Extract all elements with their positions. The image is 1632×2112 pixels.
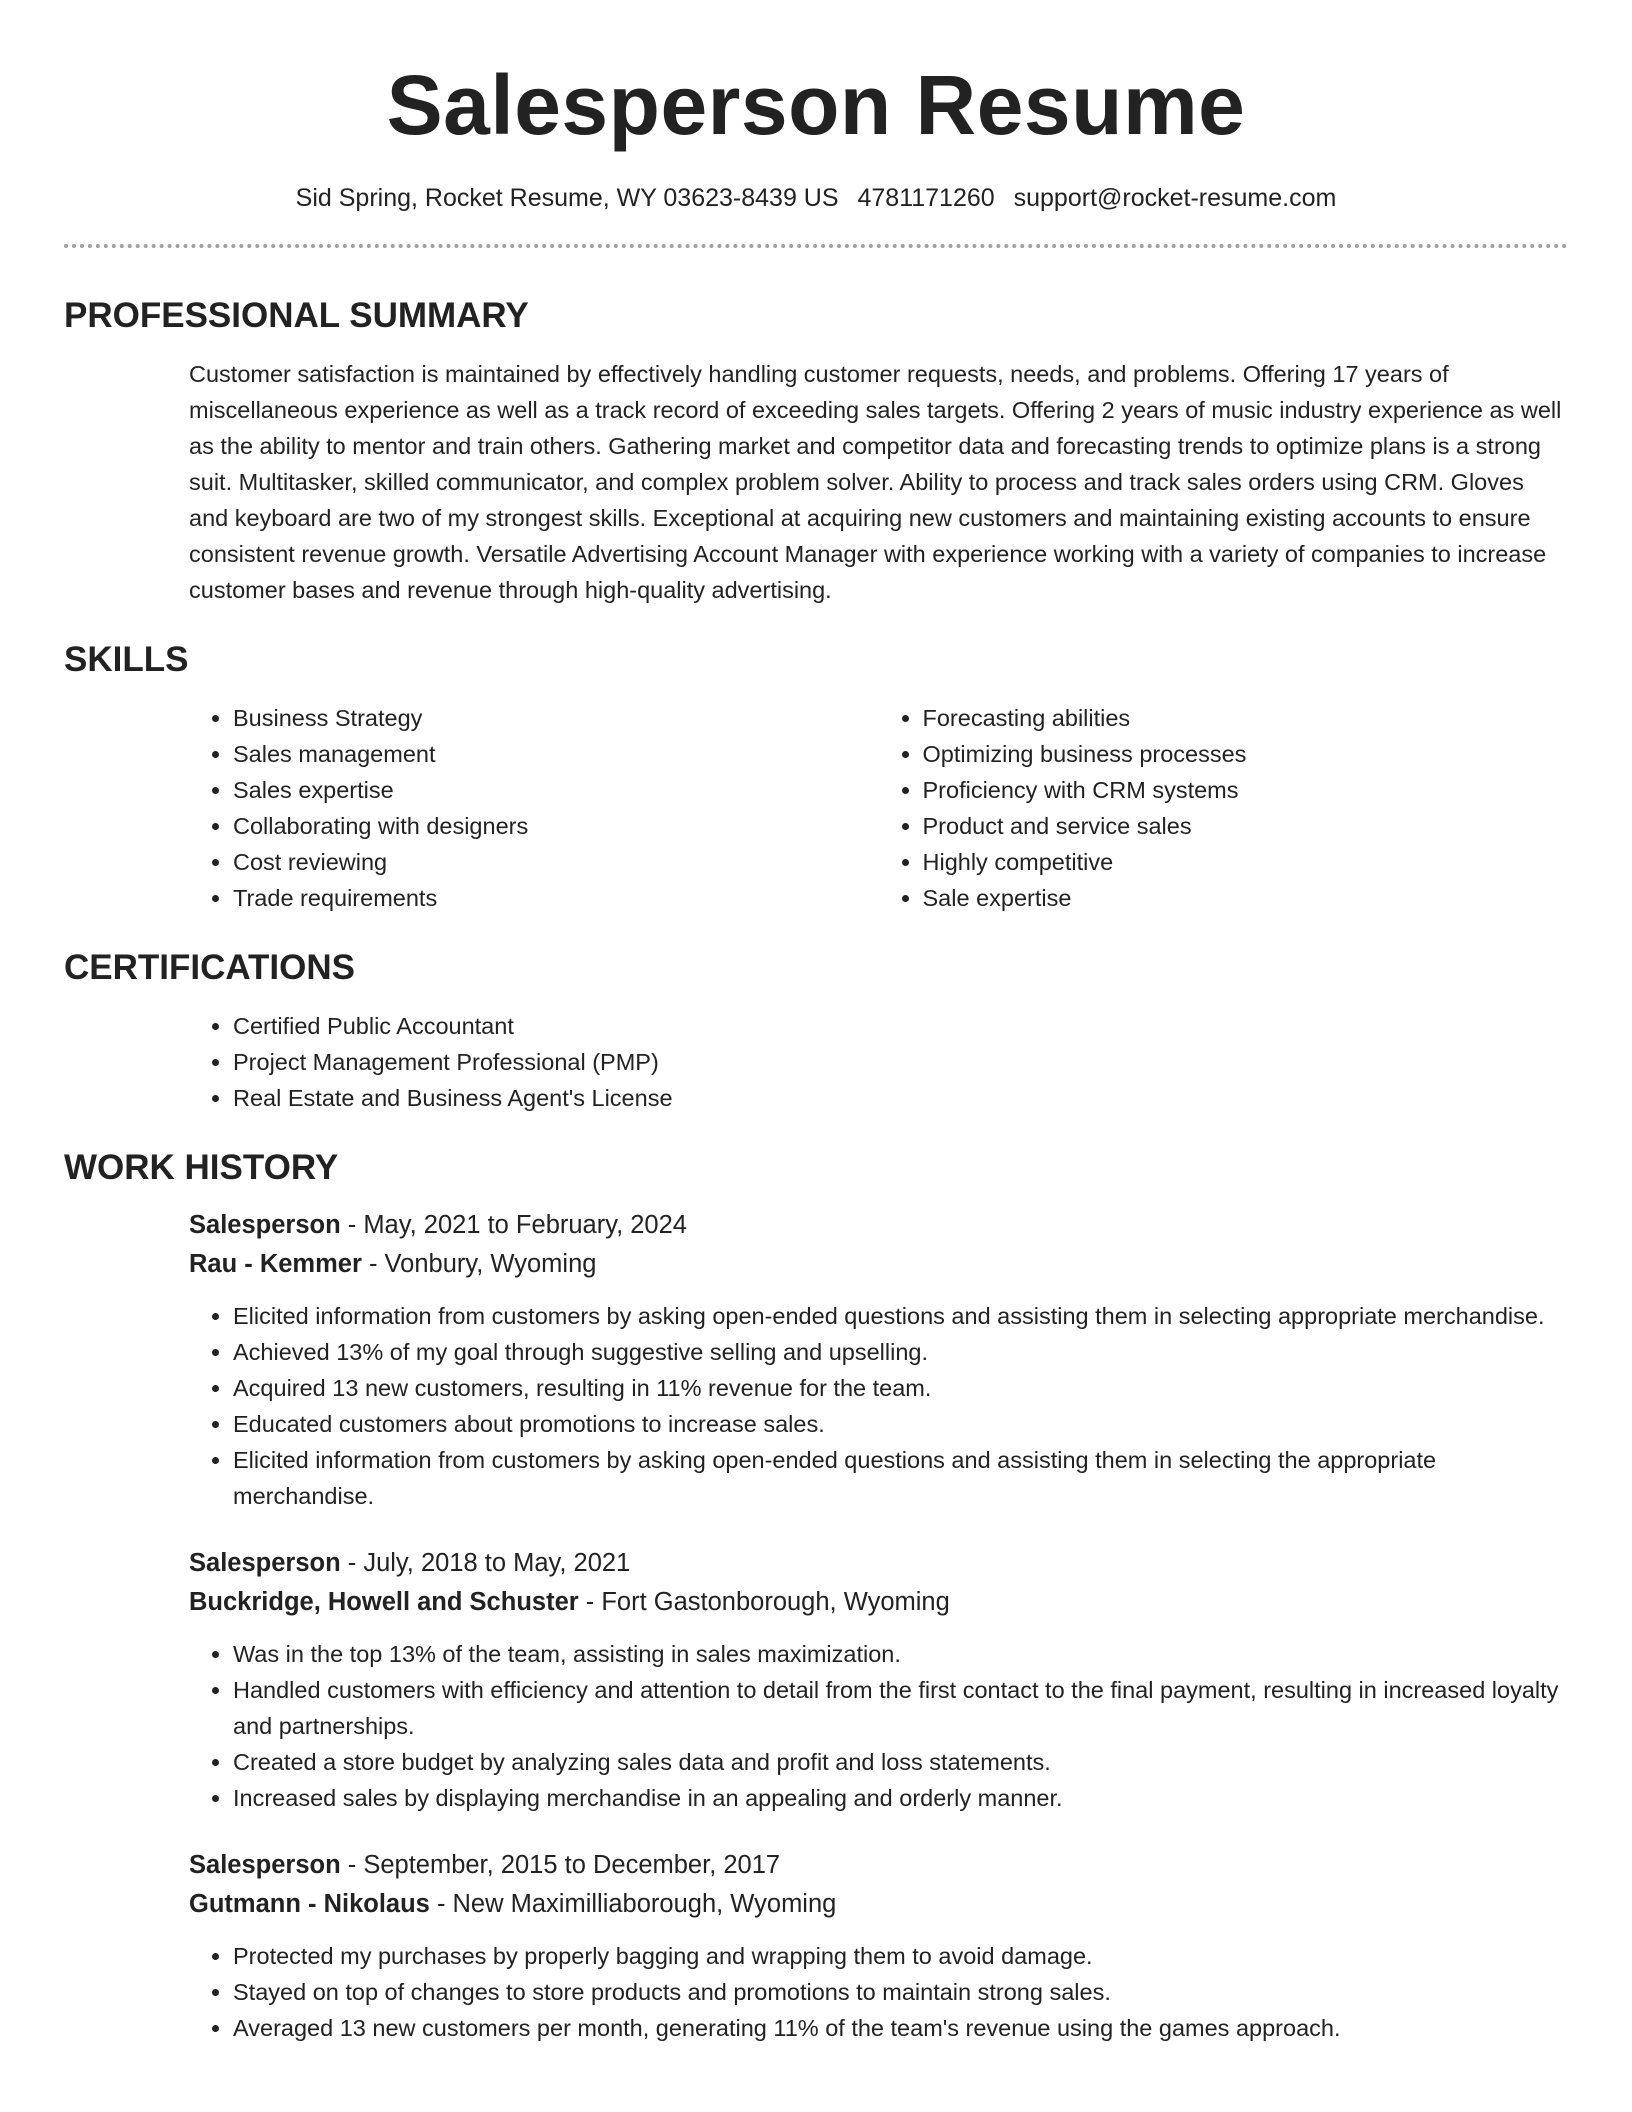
skill-item: • Trade requirements [233,880,879,916]
job-company: Buckridge, Howell and Schuster [189,1588,579,1616]
resume-page [64,0,1568,2046]
job-bullet: • Stayed on top of changes to store products and promotions to maintain strong sales. [233,1974,1568,2010]
contact-email: support@rocket-resume.com [1013,184,1337,212]
skill-item: • Highly competitive [923,844,1569,880]
skills-heading: SKILLS [64,640,189,679]
skill-item: • Forecasting abilities [923,700,1569,736]
job-company-line [189,1583,1568,1622]
contact-address: Sid Spring, Rocket Resume, WY 03623-8439 US [295,184,839,212]
job-dates: - July, 2018 to May, 2021 [340,1549,631,1577]
job-entry [189,1846,1568,2046]
job-bullet: • Averaged 13 new customers per month, generating 11% of the team's revenue using the games approach. [233,2010,1568,2046]
job-bullet: • Elicited information from customers by asking open-ended questions and assisting them in selecting the appropriate merchandise. [233,1442,1568,1514]
work-history-heading: WORK HISTORY [64,1148,339,1187]
job-bullet: • Increased sales by displaying merchandise in an appealing and orderly manner. [233,1780,1568,1816]
job-location: - Vonbury, Wyoming [361,1250,597,1278]
job-bullets [189,1938,1568,2046]
job-bullet: • Elicited information from customers by asking open-ended questions and assisting them in selecting appropriate merchandise. [233,1298,1568,1334]
job-bullet: • Protected my purchases by properly bagging and wrapping them to avoid damage. [233,1938,1568,1974]
job-bullet: • Handled customers with efficiency and attention to detail from the first contact to the final payment, resulting in increased loyalty and partnerships. [233,1672,1568,1744]
summary-heading: PROFESSIONAL SUMMARY [64,296,529,335]
skill-item: • Sales management [233,736,879,772]
job-title: Salesperson [189,1851,341,1879]
job-dates: - September, 2015 to December, 2017 [340,1851,781,1879]
skill-item: • Sale expertise [923,880,1569,916]
job-entry [189,1544,1568,1816]
job-bullets [189,1298,1568,1514]
skills-column-left [189,700,879,916]
certifications-heading: CERTIFICATIONS [64,948,356,987]
certifications-section [189,1008,1568,1116]
header-divider [64,244,1568,248]
skill-item: • Sales expertise [233,772,879,808]
job-title: Salesperson [189,1549,341,1577]
job-title: Salesperson [189,1211,341,1239]
job-title-line [189,1206,1568,1245]
skills-list [189,700,1568,916]
job-location: - Fort Gastonborough, Wyoming [578,1588,950,1616]
skill-item: • Cost reviewing [233,844,879,880]
skill-item: • Business Strategy [233,700,879,736]
job-bullet: • Educated customers about promotions to increase sales. [233,1406,1568,1442]
job-title-line [189,1544,1568,1583]
skills-column-right [879,700,1569,916]
job-bullets [189,1636,1568,1816]
job-bullet: • Acquired 13 new customers, resulting in 11% revenue for the team. [233,1370,1568,1406]
job-entry [189,1206,1568,1514]
job-company-line [189,1885,1568,1924]
summary-text: Customer satisfaction is maintained by effectively handling customer requests, needs, and problems. Offering 17 years of miscellaneous experience as well as a track record of exceeding sales targets. Offering 2 years of music industry experience as well as the ability to mentor and train others. Gathering market and competitor data and forecasting trends to optimize plans is a strong suit. Multitasker, skilled communicator, and complex problem solver. Ability to process and track sales orders using CRM. Gloves and keyboard are two of my strongest skills. Exceptional at acquiring new customers and maintaining existing accounts to ensure consistent revenue growth. Versatile Advertising Account Manager with experience working with a variety of companies to increase customer bases and revenue through high-quality advertising. [189,361,1562,603]
summary-section [189,356,1568,608]
contact-line [64,181,1568,215]
certification-item: • Real Estate and Business Agent's License [233,1080,1568,1116]
job-company-line [189,1245,1568,1284]
job-bullet: • Was in the top 13% of the team, assisting in sales maximization. [233,1636,1568,1672]
job-bullet: • Achieved 13% of my goal through suggestive selling and upselling. [233,1334,1568,1370]
skill-item: • Collaborating with designers [233,808,879,844]
job-dates: - May, 2021 to February, 2024 [340,1211,687,1239]
page-title: Salesperson Resume [386,58,1246,152]
skill-item: • Optimizing business processes [923,736,1569,772]
job-company: Gutmann - Nikolaus [189,1890,430,1918]
certifications-list [189,1008,1568,1116]
job-location: - New Maximilliaborough, Wyoming [429,1890,837,1918]
certification-item: • Project Management Professional (PMP) [233,1044,1568,1080]
skill-item: • Proficiency with CRM systems [923,772,1569,808]
contact-phone: 4781171260 [857,184,995,212]
job-title-line [189,1846,1568,1885]
job-company: Rau - Kemmer [189,1250,362,1278]
certification-item: • Certified Public Accountant [233,1008,1568,1044]
job-bullet: • Created a store budget by analyzing sales data and profit and loss statements. [233,1744,1568,1780]
skill-item: • Product and service sales [923,808,1569,844]
